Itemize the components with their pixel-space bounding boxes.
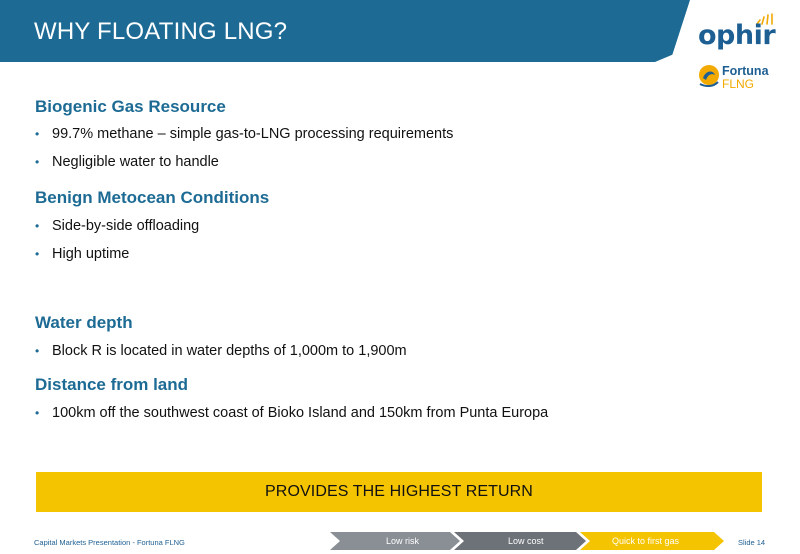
bullet-text: High uptime [52,246,130,262]
bullet-text: 100km off the southwest coast of Bioko Island and 150km from Punta Europa [52,405,549,421]
section-heading-biogenic: Biogenic Gas Resource [35,97,226,116]
footer-presentation-title: Capital Markets Presentation - Fortuna FLNG [34,538,185,547]
bullet-dot-icon: • [35,344,40,358]
ophir-logo: ophir [698,20,776,51]
section-heading-distance: Distance from land [35,375,189,394]
bullet-item [35,405,548,421]
bullet-item [35,343,407,359]
bullet-dot-icon: • [35,127,40,141]
bullet-text: Side-by-side offloading [52,218,200,234]
bullet-item [35,246,129,262]
section-heading-water-depth: Water depth [35,313,133,332]
highest-return-banner: PROVIDES THE HIGHEST RETURN [36,472,762,512]
bullet-text: Block R is located in water depths of 1,000m to 1,900m [52,343,407,359]
step-label-low-risk: Low risk [386,536,420,546]
section-heading-metocean: Benign Metocean Conditions [35,188,270,207]
bullet-dot-icon: • [35,247,40,261]
step-label-quick-to-first-gas: Quick to first gas [612,536,680,546]
fortuna-emblem-icon [697,62,721,90]
fortuna-wordmark: Fortuna [722,64,769,78]
bullet-dot-icon: • [35,155,40,169]
flng-wordmark: FLNG [722,77,755,91]
bullet-item [35,154,219,170]
slide-number: Slide 14 [738,538,766,547]
slide-title: WHY FLOATING LNG? [34,18,288,45]
bullet-item [35,218,199,234]
bullet-dot-icon: • [35,219,40,233]
fortuna-flng-logo [697,62,769,96]
bullet-item [35,126,453,142]
step-label-low-cost: Low cost [508,536,544,546]
bullet-text: Negligible water to handle [52,154,219,170]
bullet-text: 99.7% methane – simple gas-to-LNG processing requirements [52,126,454,142]
bullet-dot-icon: • [35,406,40,420]
